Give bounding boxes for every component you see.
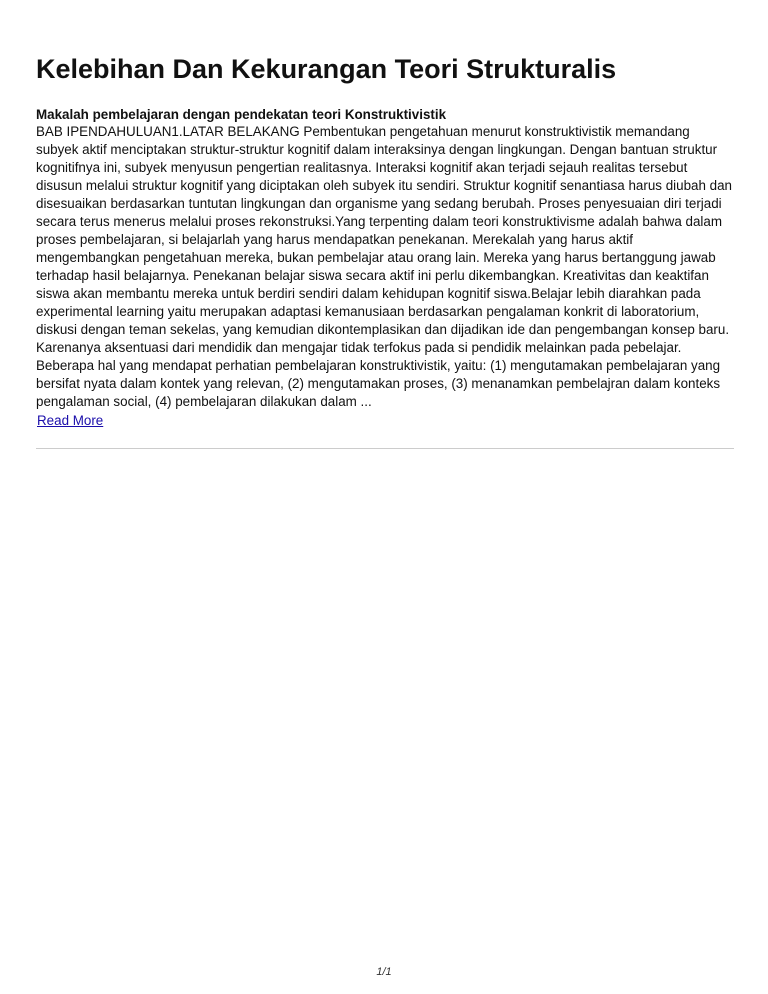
- entry-body: BAB IPENDAHULUAN1.LATAR BELAKANG Pembentukan pengetahuan menurut konstruktivistik memandang subyek aktif menciptakan struktur-struktur kognitif dalam interaksinya dengan lingkungan. Dengan bantuan struktur kognitifnya ini, subyek menyusun pengertian realitasnya. Interaksi kognitif akan terjadi sejauh realitas tersebut disusun melalui struktur kognitif yang diciptakan oleh subyek itu sendiri. Struktur kognitif senantiasa harus diubah dan disesuaikan berdasarkan tuntutan lingkungan dan organisme yang sedang berubah. Proses penyesuaian diri terjadi secara terus menerus melalui proses rekonstruksi.Yang terpenting dalam teori konstruktivisme adalah bahwa dalam proses pembelajaran, si belajarlah yang harus mendapatkan penekanan. Merekalah yang harus aktif mengembangkan pengetahuan mereka, bukan pembelajar atau orang lain. Mereka yang harus bertanggung jawab terhadap hasil belajarnya. Penekanan belajar siswa secara aktif ini perlu dikembangkan. Kreativitas dan keaktifan siswa akan membantu mereka untuk berdiri sendiri dalam kehidupan kognitif siswa.Belajar lebih diarahkan pada experimental learning yaitu merupakan adaptasi kemanusiaan berdasarkan pengalaman konkrit di laboratorium, diskusi dengan teman sekelas, yang kemudian dikontemplasikan dan dijadikan ide dan pengembangan konsep baru. Karenanya aksentuasi dari mendidik dan mengajar tidak terfokus pada si pendidik melainkan pada pebelajar. Beberapa hal yang mendapat perhatian pembelajaran konstruktivistik, yaitu: (1) mengutamakan pembelajaran yang bersifat nyata dalam kontek yang relevan, (2) mengutamakan proses, (3) menanamkan pembelajran dalam konteks pengalaman social, (4) pembelajaran dilakukan dalam ...: [36, 124, 732, 409]
- page-number: 1/1: [376, 966, 392, 978]
- entry-divider: [36, 448, 734, 449]
- read-more-link[interactable]: Read More: [37, 413, 104, 428]
- article-entry: [36, 106, 734, 431]
- page-title: Kelebihan Dan Kekurangan Teori Strukturalis: [36, 54, 617, 84]
- entry-heading: Makalah pembelajaran dengan pendekatan teori Konstruktivistik: [36, 107, 447, 122]
